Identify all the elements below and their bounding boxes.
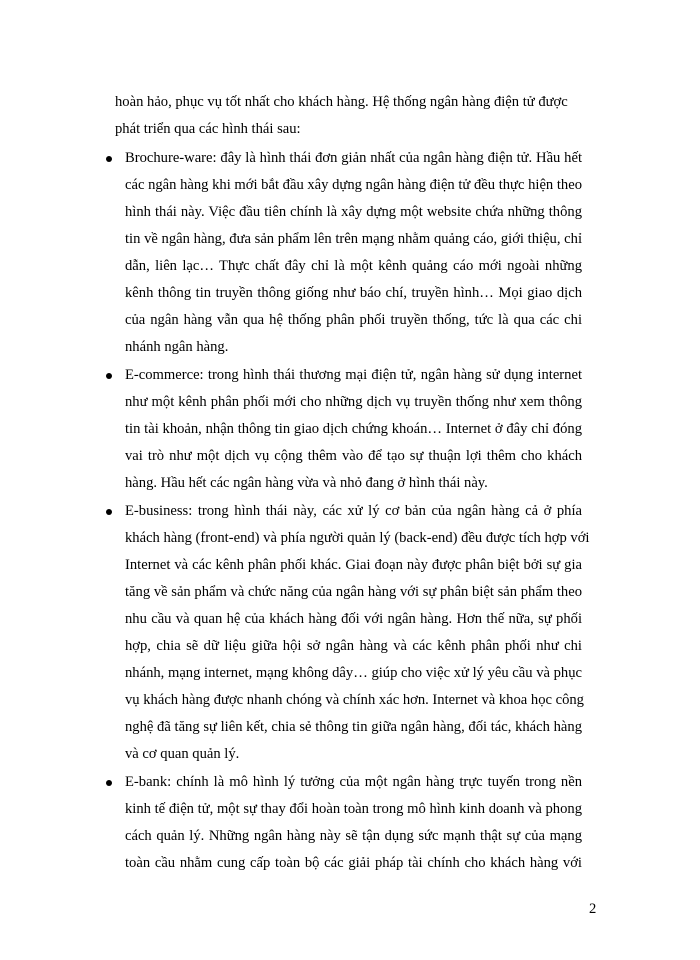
paragraph-line: cách quản lý. Những ngân hàng này sẽ tận dụng sức mạnh thật sự của mạng — [125, 828, 582, 844]
paragraph-line: tin tài khoản, nhận thông tin giao dịch chứng khoán… Internet ở đây chỉ đóng — [125, 421, 582, 437]
paragraph-line: vai trò như một dịch vụ cộng thêm vào để tạo sự thuận lợi thêm cho khách — [125, 448, 582, 464]
paragraph-line: khách hàng (front-end) và phía người quản lý (back-end) đều được tích hợp với — [125, 530, 590, 546]
page-number: 2 — [589, 901, 597, 917]
paragraph-line: kênh thông tin truyền thông giống như báo chí, truyền hình… Mọi giao dịch — [125, 285, 582, 301]
paragraph-line: dẫn, liên lạc… Thực chất đây chỉ là một kênh quảng cáo mới ngoài những — [125, 258, 582, 274]
paragraph-line: kinh tế điện tử, một sự thay đổi hoàn toàn trong mô hình kinh doanh và phong — [125, 801, 582, 817]
paragraph-line: các ngân hàng khi mới bắt đầu xây dựng ngân hàng điện tử đều thực hiện theo — [125, 177, 582, 193]
paragraph-line: E-bank: chính là mô hình lý tưởng của một ngân hàng trực tuyến trong nền — [125, 774, 582, 790]
bullet-icon — [106, 509, 112, 515]
paragraph-line: nhu cầu và quan hệ của khách hàng đối với ngân hàng. Hơn thế nữa, sự phối — [125, 611, 582, 627]
paragraph-line: và cơ quan quản lý. — [125, 746, 240, 762]
paragraph-line: Brochure-ware: đây là hình thái đơn giản nhất của ngân hàng điện tử. Hầu hết — [125, 150, 582, 166]
paragraph-line: của ngân hàng vẫn qua hệ thống phân phối truyền thống, tức là qua các chi — [125, 312, 582, 328]
bullet-icon — [106, 373, 112, 379]
bullet-icon — [106, 780, 112, 786]
paragraph-line: Internet và các kênh phân phối khác. Giai đoạn này được phân biệt bởi sự gia — [125, 557, 582, 573]
paragraph-line: tăng về sản phẩm và chức năng của ngân hàng với sự phân biệt sản phẩm theo — [125, 584, 582, 600]
paragraph-line: hàng. Hầu hết các ngân hàng vừa và nhỏ đang ở hình thái này. — [125, 475, 488, 491]
paragraph-line: nhánh ngân hàng. — [125, 339, 229, 355]
paragraph-line: nghệ đã tăng sự liên kết, chia sẻ thông tin giữa ngân hàng, đối tác, khách hàng — [125, 719, 582, 735]
paragraph-line: hình thái này. Việc đầu tiên chính là xây dựng một website chứa những thông — [125, 204, 582, 220]
paragraph-line: toàn cầu nhằm cung cấp toàn bộ các giải pháp tài chính cho khách hàng với — [125, 855, 582, 871]
paragraph-line: E-business: trong hình thái này, các xử lý cơ bản của ngân hàng cả ở phía — [125, 503, 582, 519]
paragraph-line: hợp, chia sẽ dữ liệu giữa hội sở ngân hàng và các kênh phân phối như chi — [125, 638, 582, 654]
paragraph-line: như một kênh phân phối mới cho những dịch vụ truyền thống như xem thông — [125, 394, 582, 410]
bullet-icon — [106, 156, 112, 162]
paragraph-line: E-commerce: trong hình thái thương mại điện tử, ngân hàng sử dụng internet — [125, 367, 582, 383]
paragraph-line: nhánh, mạng internet, mạng không dây… giúp cho việc xử lý yêu cầu và phục — [125, 665, 582, 681]
intro-line: phát triển qua các hình thái sau: — [115, 121, 301, 137]
paragraph-line: vụ khách hàng được nhanh chóng và chính xác hơn. Internet và khoa học công — [125, 692, 584, 708]
intro-line: hoàn hảo, phục vụ tốt nhất cho khách hàng. Hệ thống ngân hàng điện tử được — [115, 94, 568, 110]
paragraph-line: tin về ngân hàng, đưa sản phẩm lên trên mạng nhằm quảng cáo, giới thiệu, chỉ — [125, 231, 582, 247]
